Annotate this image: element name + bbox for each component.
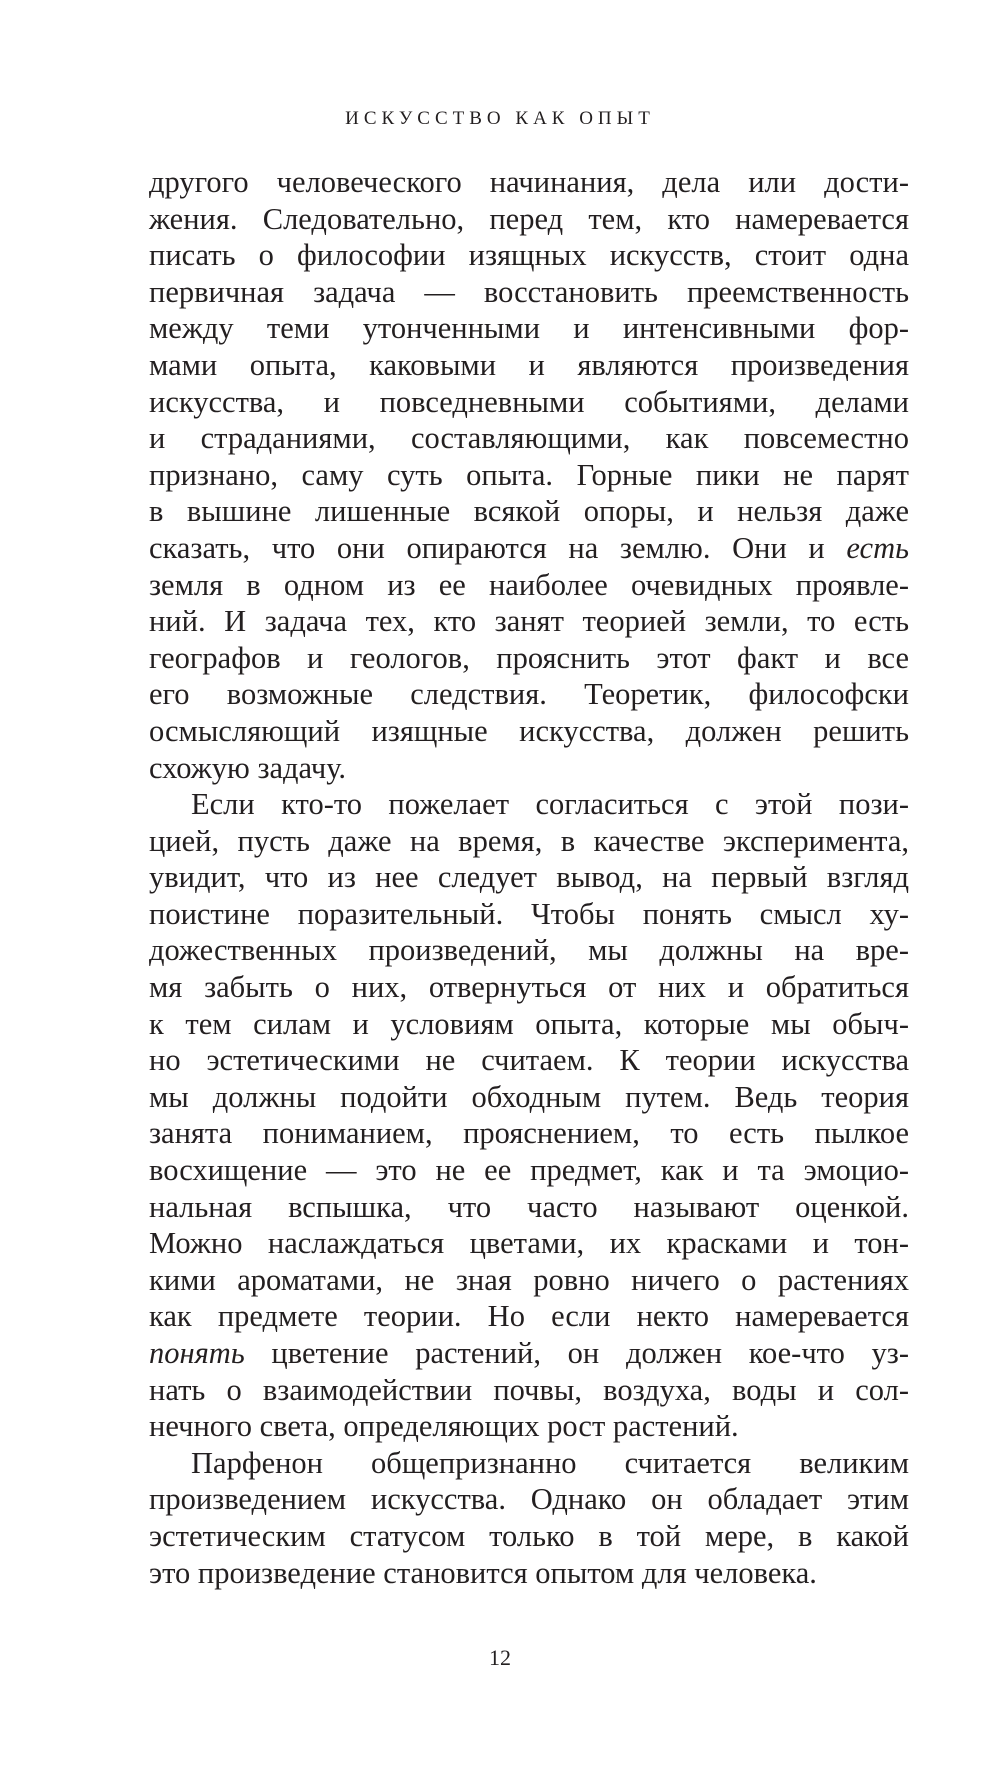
text-line xyxy=(149,969,909,1006)
text-segment: как предмете теории. Но если некто намеревается xyxy=(149,1299,909,1334)
text-segment: географов и геологов, прояснить этот факт и все xyxy=(149,640,909,675)
text-line xyxy=(149,164,909,201)
text-segment: схожую задачу. xyxy=(149,750,347,785)
text-line xyxy=(149,530,909,567)
text-line xyxy=(149,1152,909,1189)
text-line xyxy=(149,201,909,238)
text-line xyxy=(149,859,909,896)
text-line xyxy=(149,1042,909,1079)
text-segment: мя забыть о них, отвернуться от них и обратиться xyxy=(149,970,909,1005)
text-line xyxy=(149,1189,909,1226)
text-line xyxy=(149,750,909,787)
text-line xyxy=(149,1408,909,1445)
text-segment: поистине поразительный. Чтобы понять смысл ху- xyxy=(149,896,909,931)
text-line xyxy=(149,932,909,969)
paragraph xyxy=(149,164,909,786)
text-segment: Если кто-то пожелает согласиться с этой пози- xyxy=(191,787,909,822)
text-line xyxy=(149,1006,909,1043)
text-segment: эстетическим статусом только в той мере, в какой xyxy=(149,1518,909,1553)
text-segment: увидит, что из нее следует вывод, на первый взгляд xyxy=(149,860,909,895)
paragraph xyxy=(149,786,909,1445)
text-segment: произведением искусства. Однако он обладает этим xyxy=(149,1482,909,1517)
text-segment: кими ароматами, не зная ровно ничего о растениях xyxy=(149,1262,909,1297)
text-line xyxy=(149,786,909,823)
text-line xyxy=(149,420,909,457)
text-segment: писать о философии изящных искусств, стоит одна xyxy=(149,238,909,273)
text-segment: земля в одном из ее наиболее очевидных проявле- xyxy=(149,567,909,602)
text-segment: его возможные следствия. Теоретик, философски xyxy=(149,677,909,712)
text-line xyxy=(149,310,909,347)
text-segment: мами опыта, каковыми и являются произведения xyxy=(149,347,909,382)
text-line xyxy=(149,1555,909,1592)
text-segment: цией, пусть даже на время, в качестве эксперимента, xyxy=(149,823,909,858)
text-segment: в вышине лишенные всякой опоры, и нельзя даже xyxy=(149,494,909,529)
text-line xyxy=(149,384,909,421)
text-line xyxy=(149,347,909,384)
text-line xyxy=(149,1298,909,1335)
text-segment: нальная вспышка, что часто называют оценкой. xyxy=(149,1189,909,1224)
text-line xyxy=(149,823,909,860)
text-segment: и страданиями, составляющими, как повсеместно xyxy=(149,421,909,456)
text-line xyxy=(149,567,909,604)
text-line xyxy=(149,640,909,677)
text-segment: но эстетическими не считаем. К теории искусства xyxy=(149,1043,909,1078)
text-line xyxy=(149,676,909,713)
text-segment: искусства, и повседневными событиями, делами xyxy=(149,384,909,419)
text-segment: к тем силам и условиям опыта, которые мы обыч- xyxy=(149,1006,909,1041)
text-segment: сказать, что они опираются на землю. Они и xyxy=(149,530,847,565)
text-line xyxy=(149,713,909,750)
text-segment: осмысляющий изящные искусства, должен решить xyxy=(149,713,909,748)
text-line xyxy=(149,493,909,530)
italic-text: понять xyxy=(149,1336,245,1370)
text-line xyxy=(149,457,909,494)
text-segment: признано, саму суть опыта. Горные пики не парят xyxy=(149,457,909,492)
text-line xyxy=(149,1481,909,1518)
text-line xyxy=(149,1079,909,1116)
text-segment: дожественных произведений, мы должны на вре- xyxy=(149,933,909,968)
text-segment: восхищение — это не ее предмет, как и та эмоцио- xyxy=(149,1153,909,1188)
text-segment: ний. И задача тех, кто занят теорией земли, то есть xyxy=(149,604,909,639)
text-line xyxy=(149,1372,909,1409)
text-segment: нечного света, определяющих рост растений. xyxy=(149,1409,739,1444)
text-segment: Парфенон общепризнанно считается великим xyxy=(191,1445,909,1480)
text-line xyxy=(149,1445,909,1482)
page-body xyxy=(149,164,909,1591)
page-number: 12 xyxy=(489,1645,511,1670)
paragraph xyxy=(149,1445,909,1591)
text-line xyxy=(149,603,909,640)
text-segment: нать о взаимодействии почвы, воздуха, воды и сол- xyxy=(149,1372,909,1407)
text-line xyxy=(149,1335,909,1372)
text-segment: Можно наслаждаться цветами, их красками и тон- xyxy=(149,1226,909,1261)
text-line xyxy=(149,1262,909,1299)
text-line xyxy=(149,896,909,933)
text-segment: первичная задача — восстановить преемственность xyxy=(149,274,909,309)
text-segment: занята пониманием, прояснением, то есть пылкое xyxy=(149,1116,909,1151)
italic-text: есть xyxy=(846,530,909,565)
text-segment: жения. Следовательно, перед тем, кто намеревается xyxy=(149,201,909,236)
text-line xyxy=(149,237,909,274)
running-head: ИСКУССТВО КАК ОПЫТ xyxy=(345,108,655,129)
text-segment: это произведение становится опытом для человека. xyxy=(149,1555,817,1590)
text-line xyxy=(149,1115,909,1152)
text-line xyxy=(149,274,909,311)
text-line xyxy=(149,1518,909,1555)
text-segment: между теми утонченными и интенсивными фор- xyxy=(149,311,909,346)
text-segment: мы должны подойти обходным путем. Ведь теория xyxy=(149,1079,909,1114)
text-segment: цветение растений, он должен кое-что уз- xyxy=(244,1336,909,1370)
text-line xyxy=(149,1225,909,1262)
text-segment: другого человеческого начинания, дела или дости- xyxy=(149,165,909,199)
